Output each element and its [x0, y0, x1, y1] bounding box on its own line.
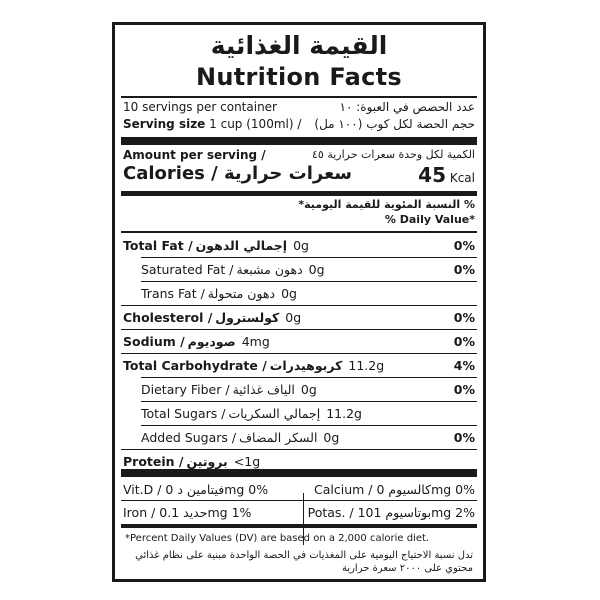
divider [121, 231, 477, 233]
serving-size-row [123, 117, 475, 133]
serving-size-en [123, 117, 301, 131]
nutrient-label [141, 286, 297, 301]
nutrient-name-ar: دهون متحولة [207, 286, 276, 301]
nutrient-row [141, 402, 475, 424]
nutrient-name: Trans Fat / [141, 286, 205, 301]
nutrient-amount: 11.2g [348, 358, 385, 373]
nutrient-row [141, 258, 475, 280]
nutrient-row [123, 354, 475, 376]
serving-size-value: 1 cup (100ml) / [209, 117, 302, 131]
calories-value: 45 [418, 163, 447, 187]
servings-ar: عدد الحصص في العبوة: ١٠ [339, 100, 475, 114]
nutrient-name-ar: إجمالي السكريات [228, 406, 321, 421]
nutrient-row [123, 234, 475, 256]
vitamin-right: Potas. / بوتاسيوم 101mg 2% [307, 505, 475, 520]
nutrient-row [123, 306, 475, 328]
nutrient-name-ar: السكر المضاف [239, 430, 318, 445]
thick-divider [121, 137, 477, 145]
nutrient-label [141, 406, 362, 421]
nutrient-name: Cholesterol / [123, 310, 213, 325]
nutrient-label [141, 430, 339, 445]
footnote-ar: تدل نسبة الاحتياج اليومية على المغذيات في الحصة الواحدة مبنية على نظام غذائي محتوي على ٢٠٠٠ سعرة حرارية [135, 550, 473, 574]
nutrient-row [141, 426, 475, 448]
nutrient-row [123, 330, 475, 352]
nutrient-amount: 0g [308, 262, 325, 277]
nutrient-daily-value: 0% [453, 238, 475, 253]
nutrient-label [123, 358, 384, 373]
nutrient-amount: 0g [323, 430, 340, 445]
nutrient-name-ar: دهون مشبعة [236, 262, 303, 277]
nutrient-amount: <1g [233, 454, 261, 469]
nutrient-name: Total Fat / [123, 238, 193, 253]
nutrient-label [141, 262, 325, 277]
title-arabic: القيمة الغذائية [210, 31, 388, 60]
nutrient-row [141, 378, 475, 400]
nutrient-name: Sodium / [123, 334, 185, 349]
serving-size-label: Serving size [123, 117, 206, 131]
nutrient-name-ar: كربوهيدرات [269, 358, 343, 373]
nutrient-name-ar: صوديوم [187, 334, 236, 349]
nutrient-daily-value: 4% [453, 358, 475, 373]
nutrient-label [123, 238, 309, 253]
calories-unit: Kcal [449, 171, 475, 185]
nutrient-amount: 0g [281, 286, 297, 301]
vitamin-left: Vit.D / فيتامين د 0mg 0% [123, 482, 269, 497]
nutrient-name: Total Sugars / [141, 406, 226, 421]
calories-ar: سعرات حرارية [223, 163, 352, 184]
dv-header-en: % Daily Value* [384, 213, 475, 226]
servings-en: 10 servings per container [123, 100, 277, 114]
nutrient-amount: 0g [285, 310, 302, 325]
nutrient-name: Added Sugars / [141, 430, 237, 445]
serving-size-ar: حجم الحصة لكل كوب (١٠٠ مل) [314, 117, 475, 131]
nutrient-name: Dietary Fiber / [141, 382, 230, 397]
nutrient-daily-value: 0% [453, 382, 475, 397]
nutrient-name-ar: كولسترول [215, 310, 280, 325]
nutrient-amount: 4mg [241, 334, 270, 349]
calories-value-wrap [418, 163, 475, 187]
nutrient-row [141, 282, 475, 304]
nutrient-label [141, 382, 317, 397]
servings-row [123, 100, 475, 116]
nutrient-amount: 0g [293, 238, 309, 253]
calories-label [123, 163, 352, 184]
dv-header-ar: % النسبة المئوية للقيمة اليومية* [298, 198, 475, 211]
vitamin-row [123, 501, 475, 523]
dv-en-row [123, 213, 475, 228]
vitamin-right: Calcium / كالسيوم 0mg 0% [313, 482, 475, 497]
nutrient-daily-value: 0% [453, 430, 475, 445]
title-english: Nutrition Facts [195, 63, 402, 91]
nutrient-name: Saturated Fat / [141, 262, 234, 277]
nutrient-daily-value: 0% [453, 310, 475, 325]
nutrition-label [112, 22, 486, 582]
nutrient-label [123, 310, 301, 325]
amount-ar: الكمية لكل وحدة سعرات حرارية ٤٥ [312, 148, 475, 161]
nutrient-label [123, 334, 270, 349]
nutrient-name-ar: إجمالي الدهون [195, 238, 288, 253]
calories-row [123, 163, 475, 189]
amount-row [123, 148, 475, 164]
divider [121, 96, 477, 98]
nutrient-name: Protein / [123, 454, 184, 469]
vitamin-row [123, 478, 475, 500]
amount-en: Amount per serving / [123, 148, 266, 162]
dv-ar-row [123, 198, 475, 213]
thick-divider [121, 469, 477, 477]
nutrient-label [123, 454, 260, 469]
nutrient-amount: 11.2g [326, 406, 362, 421]
nutrient-name-ar: الياف غذائية [232, 382, 295, 397]
nutrient-daily-value: 0% [453, 334, 475, 349]
footnote-en: *Percent Daily Values (DV) are based on a 2,000 calorie diet. [125, 533, 430, 544]
divider [121, 524, 477, 528]
nutrient-amount: 0g [300, 382, 317, 397]
nutrient-name: Total Carbohydrate / [123, 358, 267, 373]
nutrient-name-ar: بروتين [186, 454, 228, 469]
vitamin-left: Iron / حديد 0.1mg 1% [123, 505, 252, 520]
medium-divider [121, 191, 477, 196]
calories-en: Calories / [123, 163, 218, 184]
nutrient-daily-value: 0% [453, 262, 475, 277]
